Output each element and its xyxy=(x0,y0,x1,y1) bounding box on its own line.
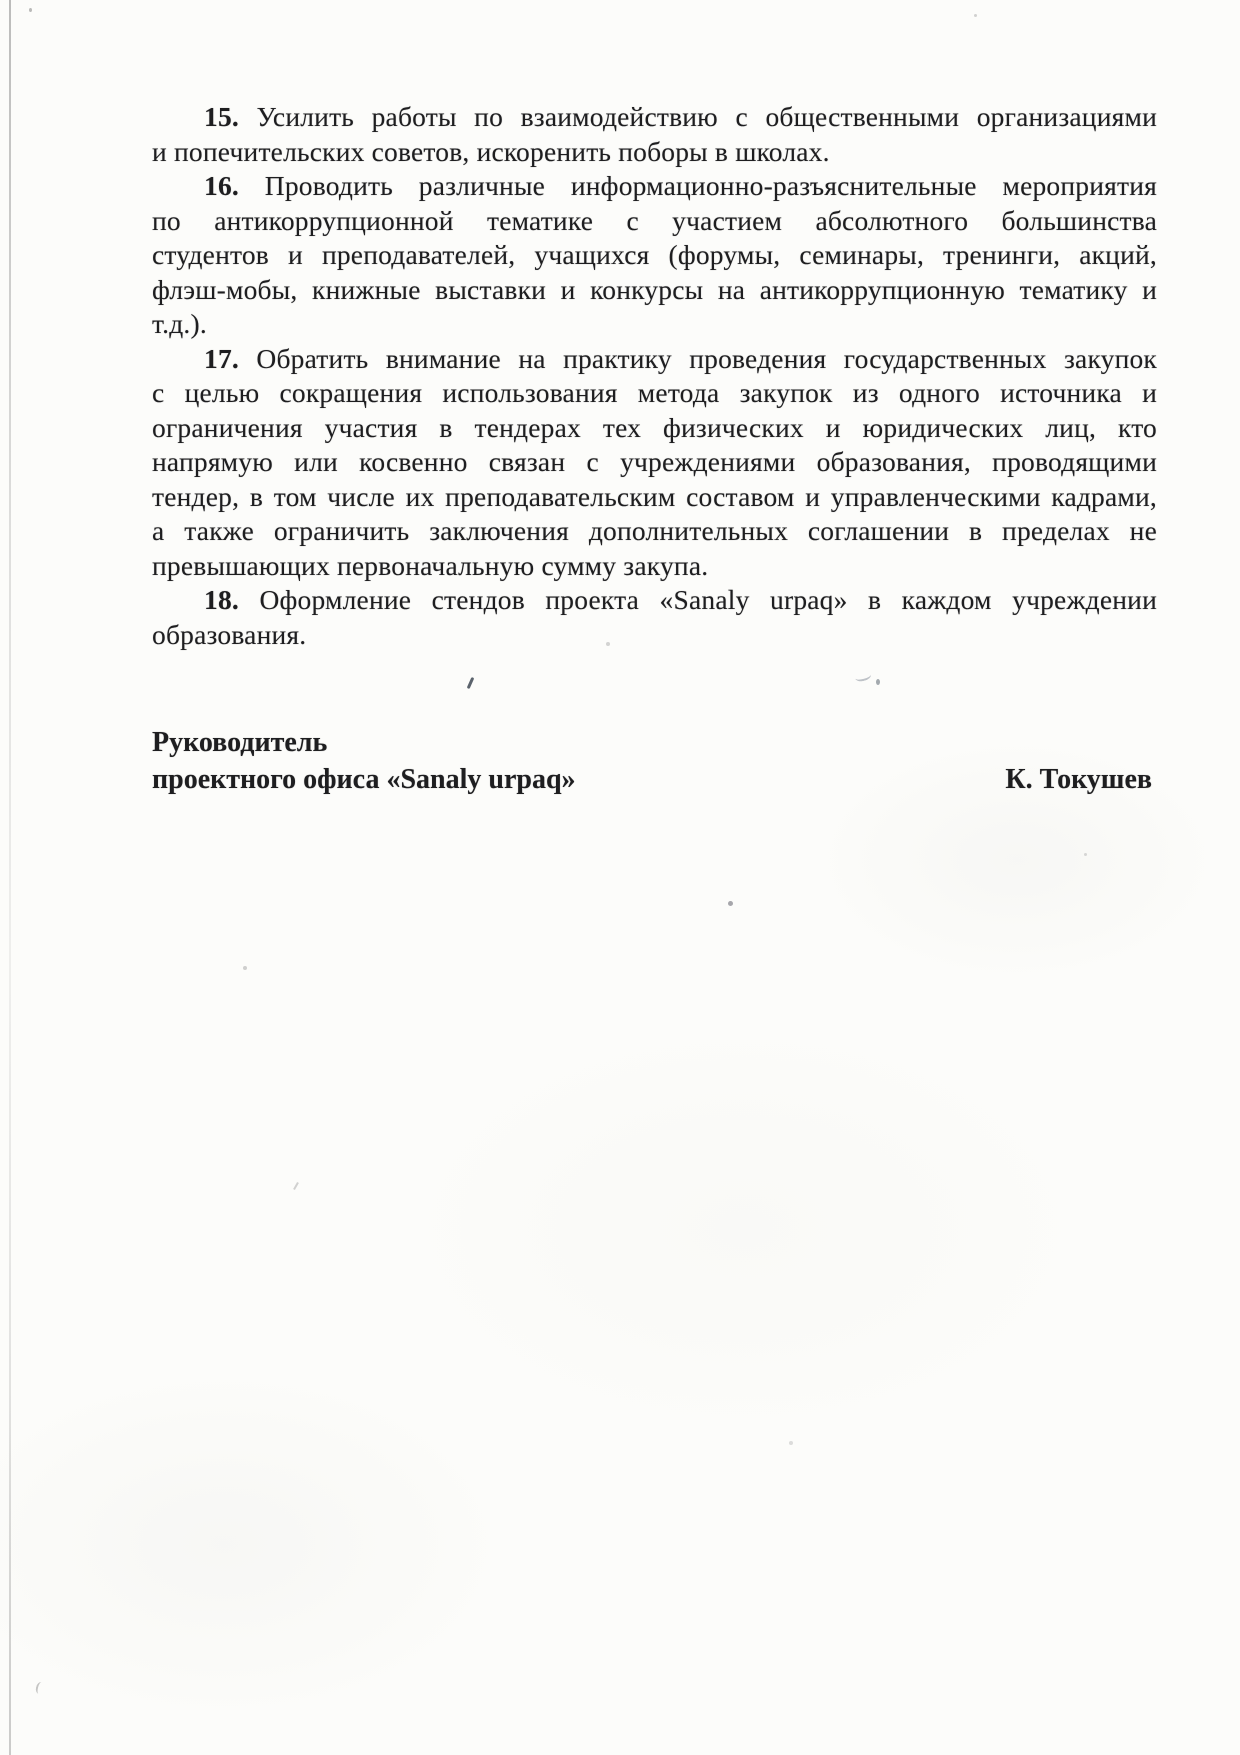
paragraph-16-text: Проводить различные информационно-разъяснительные мероприятия xyxy=(238,170,1157,201)
scan-speck xyxy=(728,901,733,906)
paragraph-17-number: 17. xyxy=(204,342,239,374)
signature-role-line1: Руководитель xyxy=(152,727,328,758)
signature-role-line2: проектного офиса «Sanaly urpaq» xyxy=(152,764,576,795)
paragraph-15-line xyxy=(152,100,1157,135)
paragraph-17-text: Обратить внимание на практику проведения государственных закупок xyxy=(238,342,1157,374)
paragraph-18-text: Оформление стендов проекта «Sanaly urpaq» в каждом учреждении xyxy=(238,584,1157,615)
paragraph-16-line: студентов и преподавателей, учащихся (форумы, семинары, тренинги, акций, xyxy=(152,239,1157,270)
scan-speck xyxy=(854,670,872,683)
paragraph-17-line: с целью сокращения использования метода закупок из одного источника и xyxy=(152,377,1157,408)
scan-edge-line xyxy=(9,0,11,1755)
paragraph-17-line: ограничения участия в тендерах тех физических и юридических лиц, кто xyxy=(152,411,1157,443)
scan-speck xyxy=(29,8,32,12)
paragraph-17-line: напрямую или косвенно связан с учреждениями образования, проводящими xyxy=(152,446,1157,477)
scan-speck xyxy=(789,1441,793,1445)
scan-speck xyxy=(35,1681,46,1695)
scan-speck xyxy=(243,966,247,970)
paragraph-16-number: 16. xyxy=(204,170,239,201)
paragraph-15-text: Усилить работы по взаимодействию с общественными организациями xyxy=(238,101,1157,132)
paragraph-18-number: 18. xyxy=(204,584,239,615)
paragraph-16-line xyxy=(152,169,1157,204)
signature-block xyxy=(152,724,1152,798)
paragraph-18-line: образования. xyxy=(152,618,307,650)
paragraph-17-line xyxy=(152,342,1157,377)
paragraph-16-line: т.д.). xyxy=(152,308,207,339)
paragraph-16 xyxy=(152,169,1157,342)
paragraph-18-line xyxy=(152,583,1157,618)
scan-speck xyxy=(876,679,880,685)
scan-speck xyxy=(1084,853,1087,856)
paragraph-17-line: превышающих первоначальную сумму закупа. xyxy=(152,549,709,581)
scan-speck xyxy=(293,1182,299,1190)
signature-role xyxy=(152,724,576,798)
paragraph-17-line: тендер, в том числе их преподавательским составом и управленческими кадрами, xyxy=(152,480,1157,512)
paragraph-16-line: по антикоррупционной тематике с участием абсолютного большинства xyxy=(152,204,1157,236)
paragraph-17-line: а также ограничить заключения дополнительных соглашении в пределах не xyxy=(152,515,1157,546)
scan-speck xyxy=(467,677,475,689)
paragraph-15-line: и попечительских советов, искоренить поборы в школах. xyxy=(152,135,830,167)
document-text xyxy=(152,100,1157,652)
paragraph-16-line: флэш-мобы, книжные выставки и конкурсы на антикоррупционную тематику и xyxy=(152,273,1157,305)
paragraph-15-number: 15. xyxy=(204,101,239,132)
scan-speck xyxy=(974,14,977,17)
signature-name: К. Токушев xyxy=(1005,764,1152,795)
paragraph-15 xyxy=(152,100,1157,169)
paragraph-17 xyxy=(152,342,1157,584)
paragraph-18 xyxy=(152,583,1157,652)
